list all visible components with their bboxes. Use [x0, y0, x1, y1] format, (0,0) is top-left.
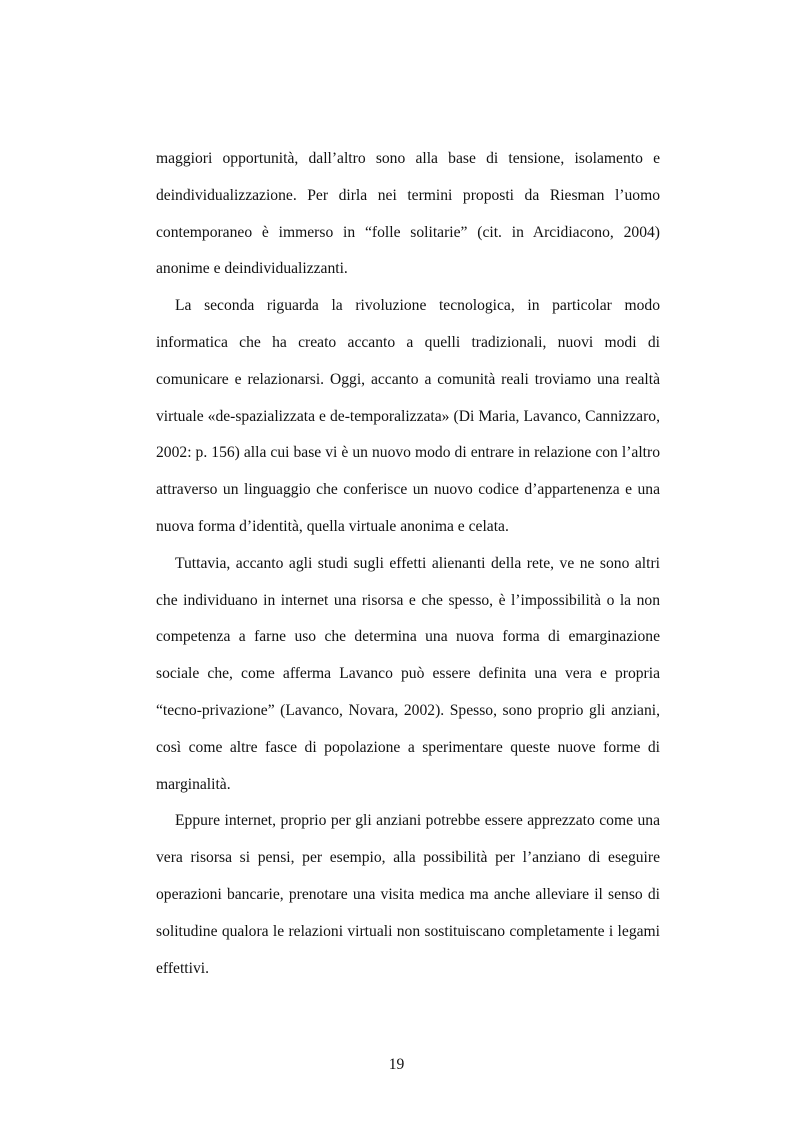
paragraph-4: Eppure internet, proprio per gli anziani potrebbe essere apprezzato come una vera risorsa si pensi, per esempio, alla possibilità per l’anziano di eseguire operazioni bancarie, prenotare una visita medica ma anche alleviare il senso di solitudine qualora le relazioni virtuali non sostituiscano completamente i legami effettivi.: [156, 812, 660, 977]
paragraph-1: maggiori opportunità, dall’altro sono alla base di tensione, isolamento e deindividualizzazione. Per dirla nei termini proposti da Riesman l’uomo contemporaneo è immerso in “folle solitarie” (cit. in Arcidiacono, 2004) anonime e deindividualizzanti.: [156, 150, 660, 278]
body-text: [156, 141, 660, 987]
page-number: 19: [388, 1056, 405, 1073]
paragraph-2: La seconda riguarda la rivoluzione tecnologica, in particolar modo informatica che ha creato accanto a quelli tradizionali, nuovi modi di comunicare e relazionarsi. Oggi, accanto a comunità reali troviamo una realtà virtuale «de-spazializzata e de-temporalizzata» (Di Maria, Lavanco, Cannizzaro, 2002: p. 156) alla cui base vi è un nuovo modo di entrare in relazione con l’altro attraverso un linguaggio che conferisce un nuovo codice d’appartenenza e una nuova forma d’identità, quella virtuale anonima e celata.: [156, 297, 660, 535]
paragraph-3: Tuttavia, accanto agli studi sugli effetti alienanti della rete, ve ne sono altri che individuano in internet una risorsa e che spesso, è l’impossibilità o la non competenza a farne uso che determina una nuova forma di emarginazione sociale che, come afferma Lavanco può essere definita una vera e propria “tecno-privazione” (Lavanco, Novara, 2002). Spesso, sono proprio gli anziani, così come altre fasce di popolazione a sperimentare queste nuove forme di marginalità.: [156, 554, 660, 793]
